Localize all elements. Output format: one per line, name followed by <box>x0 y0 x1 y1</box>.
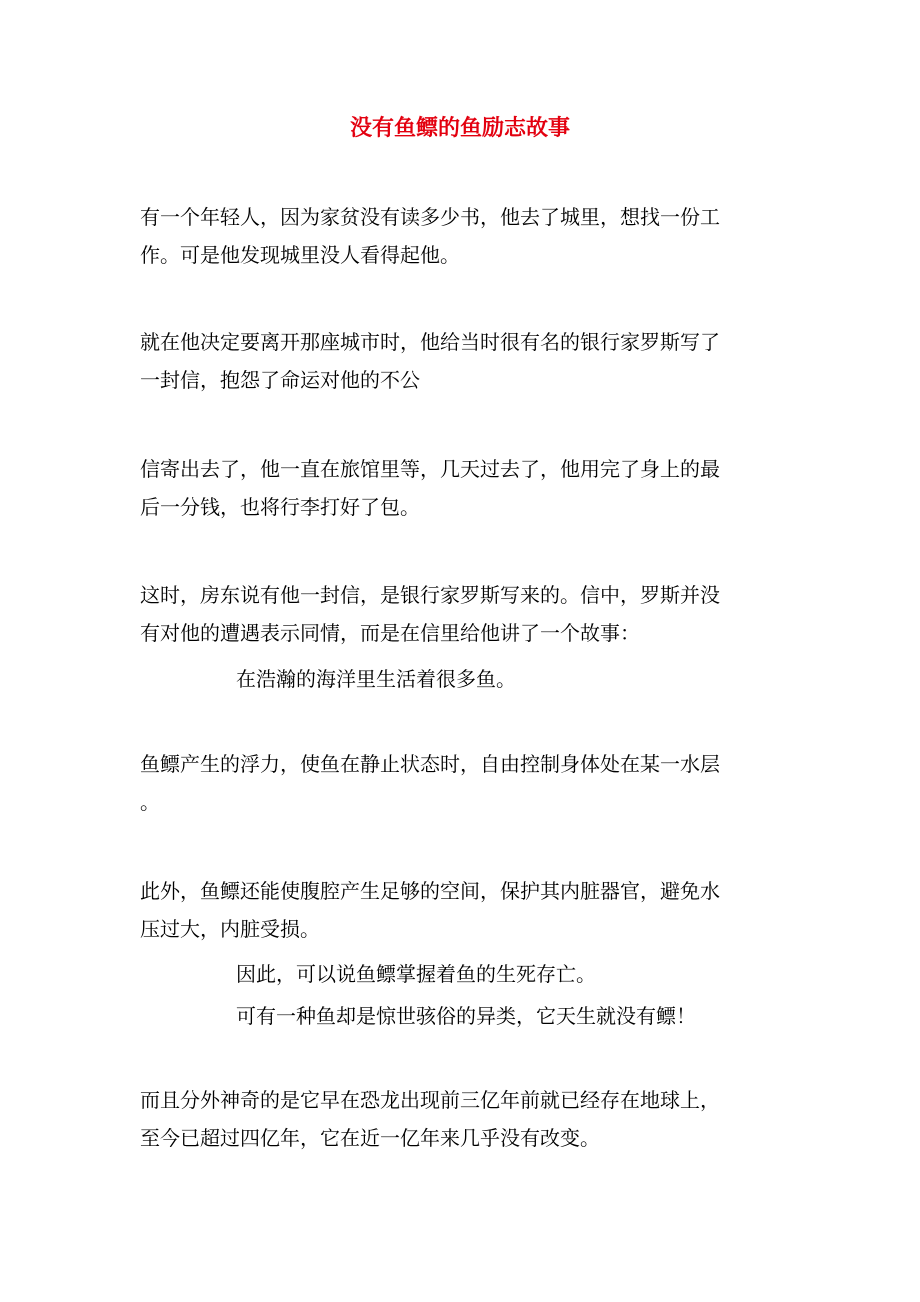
paragraph-line: 因此，可以说鱼鳔掌握着鱼的生死存亡。 <box>236 962 596 986</box>
paragraph-7 <box>140 872 780 948</box>
paragraph-5 <box>236 660 876 698</box>
paragraph-line: 鱼鳔产生的浮力，使鱼在静止状态时，自由控制身体处在某一水层 <box>140 752 720 776</box>
paragraph-line: 压过大，内脏受损。 <box>140 917 320 941</box>
paragraph-1 <box>140 198 780 274</box>
paragraph-3 <box>140 450 780 526</box>
paragraph-2 <box>140 323 780 399</box>
paragraph-line: 信寄出去了，他一直在旅馆里等，几天过去了，他用完了身上的最 <box>140 457 720 481</box>
paragraph-line: 可有一种鱼却是惊世骇俗的异类，它天生就没有鳔！ <box>236 1004 696 1028</box>
paragraph-line: 有一个年轻人，因为家贫没有读多少书，他去了城里，想找一份工 <box>140 205 720 229</box>
paragraph-line: 作。可是他发现城里没人看得起他。 <box>140 243 460 267</box>
paragraph-6 <box>140 745 780 821</box>
paragraph-line: 此外，鱼鳔还能使腹腔产生足够的空间，保护其内脏器官，避免水 <box>140 879 720 903</box>
paragraph-line: 。 <box>140 790 160 814</box>
paragraph-line: 一封信，抱怨了命运对他的不公 <box>140 368 420 392</box>
paragraph-line: 有对他的遭遇表示同情，而是在信里给他讲了一个故事： <box>140 621 640 645</box>
paragraph-line: 而且分外神奇的是它早在恐龙出现前三亿年前就已经存在地球上， <box>140 1088 720 1112</box>
paragraph-line: 就在他决定要离开那座城市时，他给当时很有名的银行家罗斯写了 <box>140 330 720 354</box>
paragraph-line: 在浩瀚的海洋里生活着很多鱼。 <box>236 667 516 691</box>
paragraph-10 <box>140 1081 780 1157</box>
paragraph-4 <box>140 576 780 652</box>
paragraph-line: 后一分钱，也将行李打好了包。 <box>140 495 420 519</box>
paragraph-line: 这时，房东说有他一封信，是银行家罗斯写来的。信中，罗斯并没 <box>140 583 720 607</box>
paragraph-8 <box>236 955 876 993</box>
paragraph-9 <box>236 997 876 1035</box>
paragraph-line: 至今已超过四亿年，它在近一亿年来几乎没有改变。 <box>140 1126 600 1150</box>
document-title: 没有鱼鳔的鱼励志故事 <box>349 115 570 141</box>
